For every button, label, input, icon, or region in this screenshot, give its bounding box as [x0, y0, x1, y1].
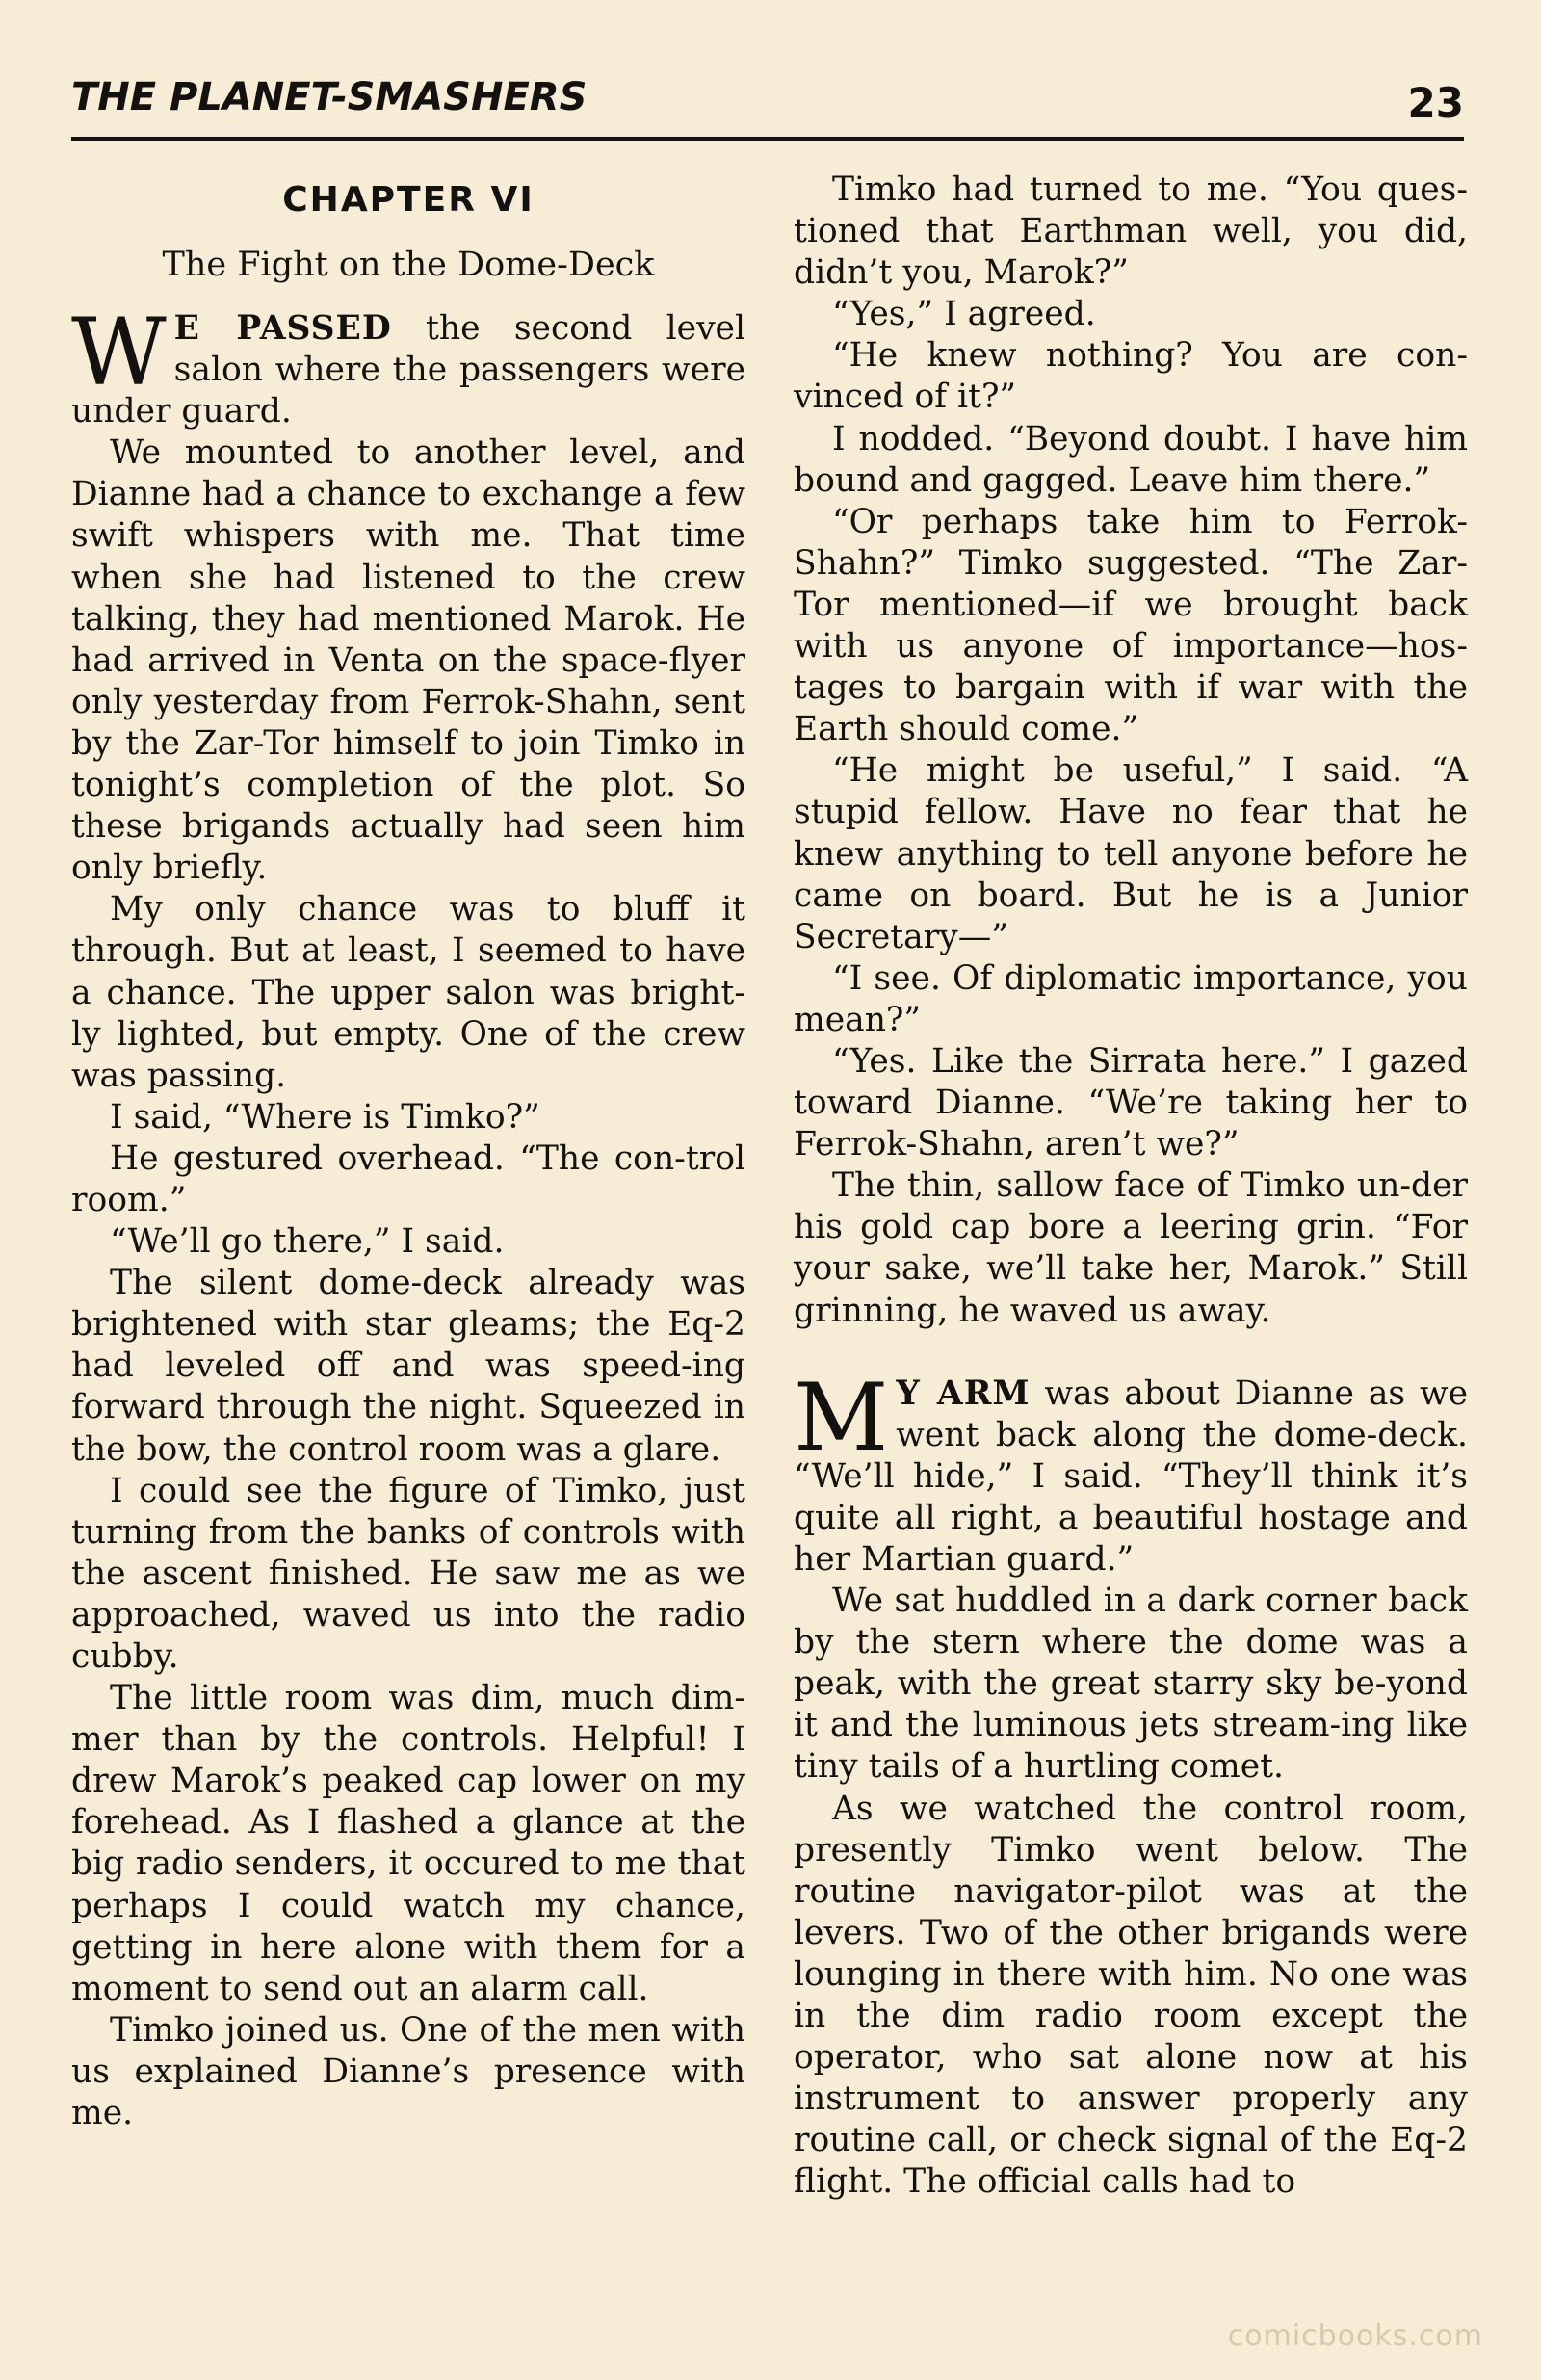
paragraph: The silent dome-deck already was brightened with star gleams; the Eq-2 had leveled off and was speed-ing forward through the night. Squeezed in the bow, the control room was a glare.	[71, 1264, 745, 1469]
drop-cap: M	[794, 1363, 889, 1472]
paragraph: “He knew nothing? You are con-vinced of it?”	[794, 336, 1468, 417]
paragraph: My only chance was to bluff it through. But at least, I seemed to have a chance. The upper salon was bright-ly lighted, but empty. One of the crew was passing.	[71, 890, 745, 1095]
paragraph: Timko had turned to me. “You ques-tioned that Earthman well, you did, didn’t you, Marok?”	[794, 170, 1468, 293]
paragraph: I nodded. “Beyond doubt. I have him bound and gagged. Leave him there.”	[794, 419, 1468, 500]
paragraph: We mounted to another level, and Dianne had a chance to exchange a few swift whispers with me. That time when she had listened to the crew talking, they had mentioned Marok. He had arrived in Venta on the space-flyer only yesterday from Ferrok-Shahn, sent by the Zar-Tor himself to join Timko in tonight’s completion of the plot. So these brigands actually had seen him only briefly.	[71, 433, 745, 888]
paragraph: I said, “Where is Timko?”	[110, 1097, 540, 1137]
paragraph: “I see. Of diplomatic importance, you mean?”	[794, 958, 1468, 1039]
paragraph: The little room was dim, much dim-mer than by the controls. Helpful! I drew Marok’s peaked cap lower on my forehead. As I flashed a glance at the big radio senders, it occured to me that perhaps I could watch my chance, getting in here alone with them for a moment to send out an alarm call.	[71, 1679, 745, 2008]
magazine-page	[71, 67, 1468, 2341]
chapter-heading: CHAPTER VI	[282, 180, 535, 220]
lead-in: E PASSED	[173, 309, 392, 348]
paragraph: I could see the figure of Timko, just turning from the banks of controls with the ascent finished. He saw me as we approached, waved us into the radio cubby.	[71, 1471, 745, 1676]
page-number: 23	[1407, 79, 1464, 126]
paragraph: “Yes. Like the Sirrata here.” I gazed toward Dianne. “We’re taking her to Ferrok-Shahn, aren’t we?”	[794, 1041, 1468, 1164]
watermark: comicbooks.com	[1227, 2319, 1483, 2353]
section-opening-paragraph	[794, 1363, 1468, 1581]
paragraph: “Yes,” I agreed.	[832, 295, 1096, 334]
drop-cap: W	[71, 299, 167, 406]
paragraph: We sat huddled in a dark corner back by the stern where the dome was a peak, with the great starry sky be-yond it and the luminous jets stream-ing like tiny tails of a hurtling comet.	[794, 1582, 1468, 1787]
opening-paragraph	[71, 299, 746, 432]
running-title: THE PLANET-SMASHERS	[71, 75, 588, 119]
paragraph: He gestured overhead. “The con-trol room.”	[71, 1138, 745, 1219]
paragraph: As we watched the control room, presently Timko went below. The routine navigator-pilot was at the levers. Two of the other brigands were lounging in there with him. No one was in the dim radio room except the operator, who sat alone now at his instrument to answer properly any routine call, or check signal of the Eq-2 flight. The official calls had to	[794, 1789, 1468, 2202]
running-head	[71, 67, 1464, 141]
paragraph: Timko joined us. One of the men with us explained Dianne’s presence with me.	[71, 2010, 745, 2133]
opening-text: was about Dianne as we went back along the dome-deck. “We’ll hide,” I said. “They’ll think it’s quite all right, a beautiful hostage and her Martian guard.”	[794, 1373, 1468, 1579]
opening-text: the second level salon where the passengers were under guard.	[71, 309, 746, 432]
right-column	[794, 170, 1468, 2204]
lead-in: Y ARM	[896, 1373, 1031, 1413]
paragraph: “He might be useful,” I said. “A stupid fellow. Have no fear that he knew anything to tell anyone before he came on board. But he is a Junior Secretary—”	[794, 751, 1468, 956]
chapter-title: The Fight on the Dome-Deck	[162, 246, 655, 284]
paragraph: “Or perhaps take him to Ferrok-Shahn?” Timko suggested. “The Zar-Tor mentioned—if we brought back with us anyone of importance—hos-tages to bargain with if war with the Earth should come.”	[794, 502, 1468, 749]
section-break	[794, 1332, 1468, 1373]
left-column	[71, 170, 745, 2134]
paragraph: The thin, sallow face of Timko un-der his gold cap bore a leering grin. “For your sake, we’ll take her, Marok.” Still grinning, he waved us away.	[794, 1166, 1468, 1330]
paragraph: “We’ll go there,” I said.	[110, 1222, 505, 1262]
